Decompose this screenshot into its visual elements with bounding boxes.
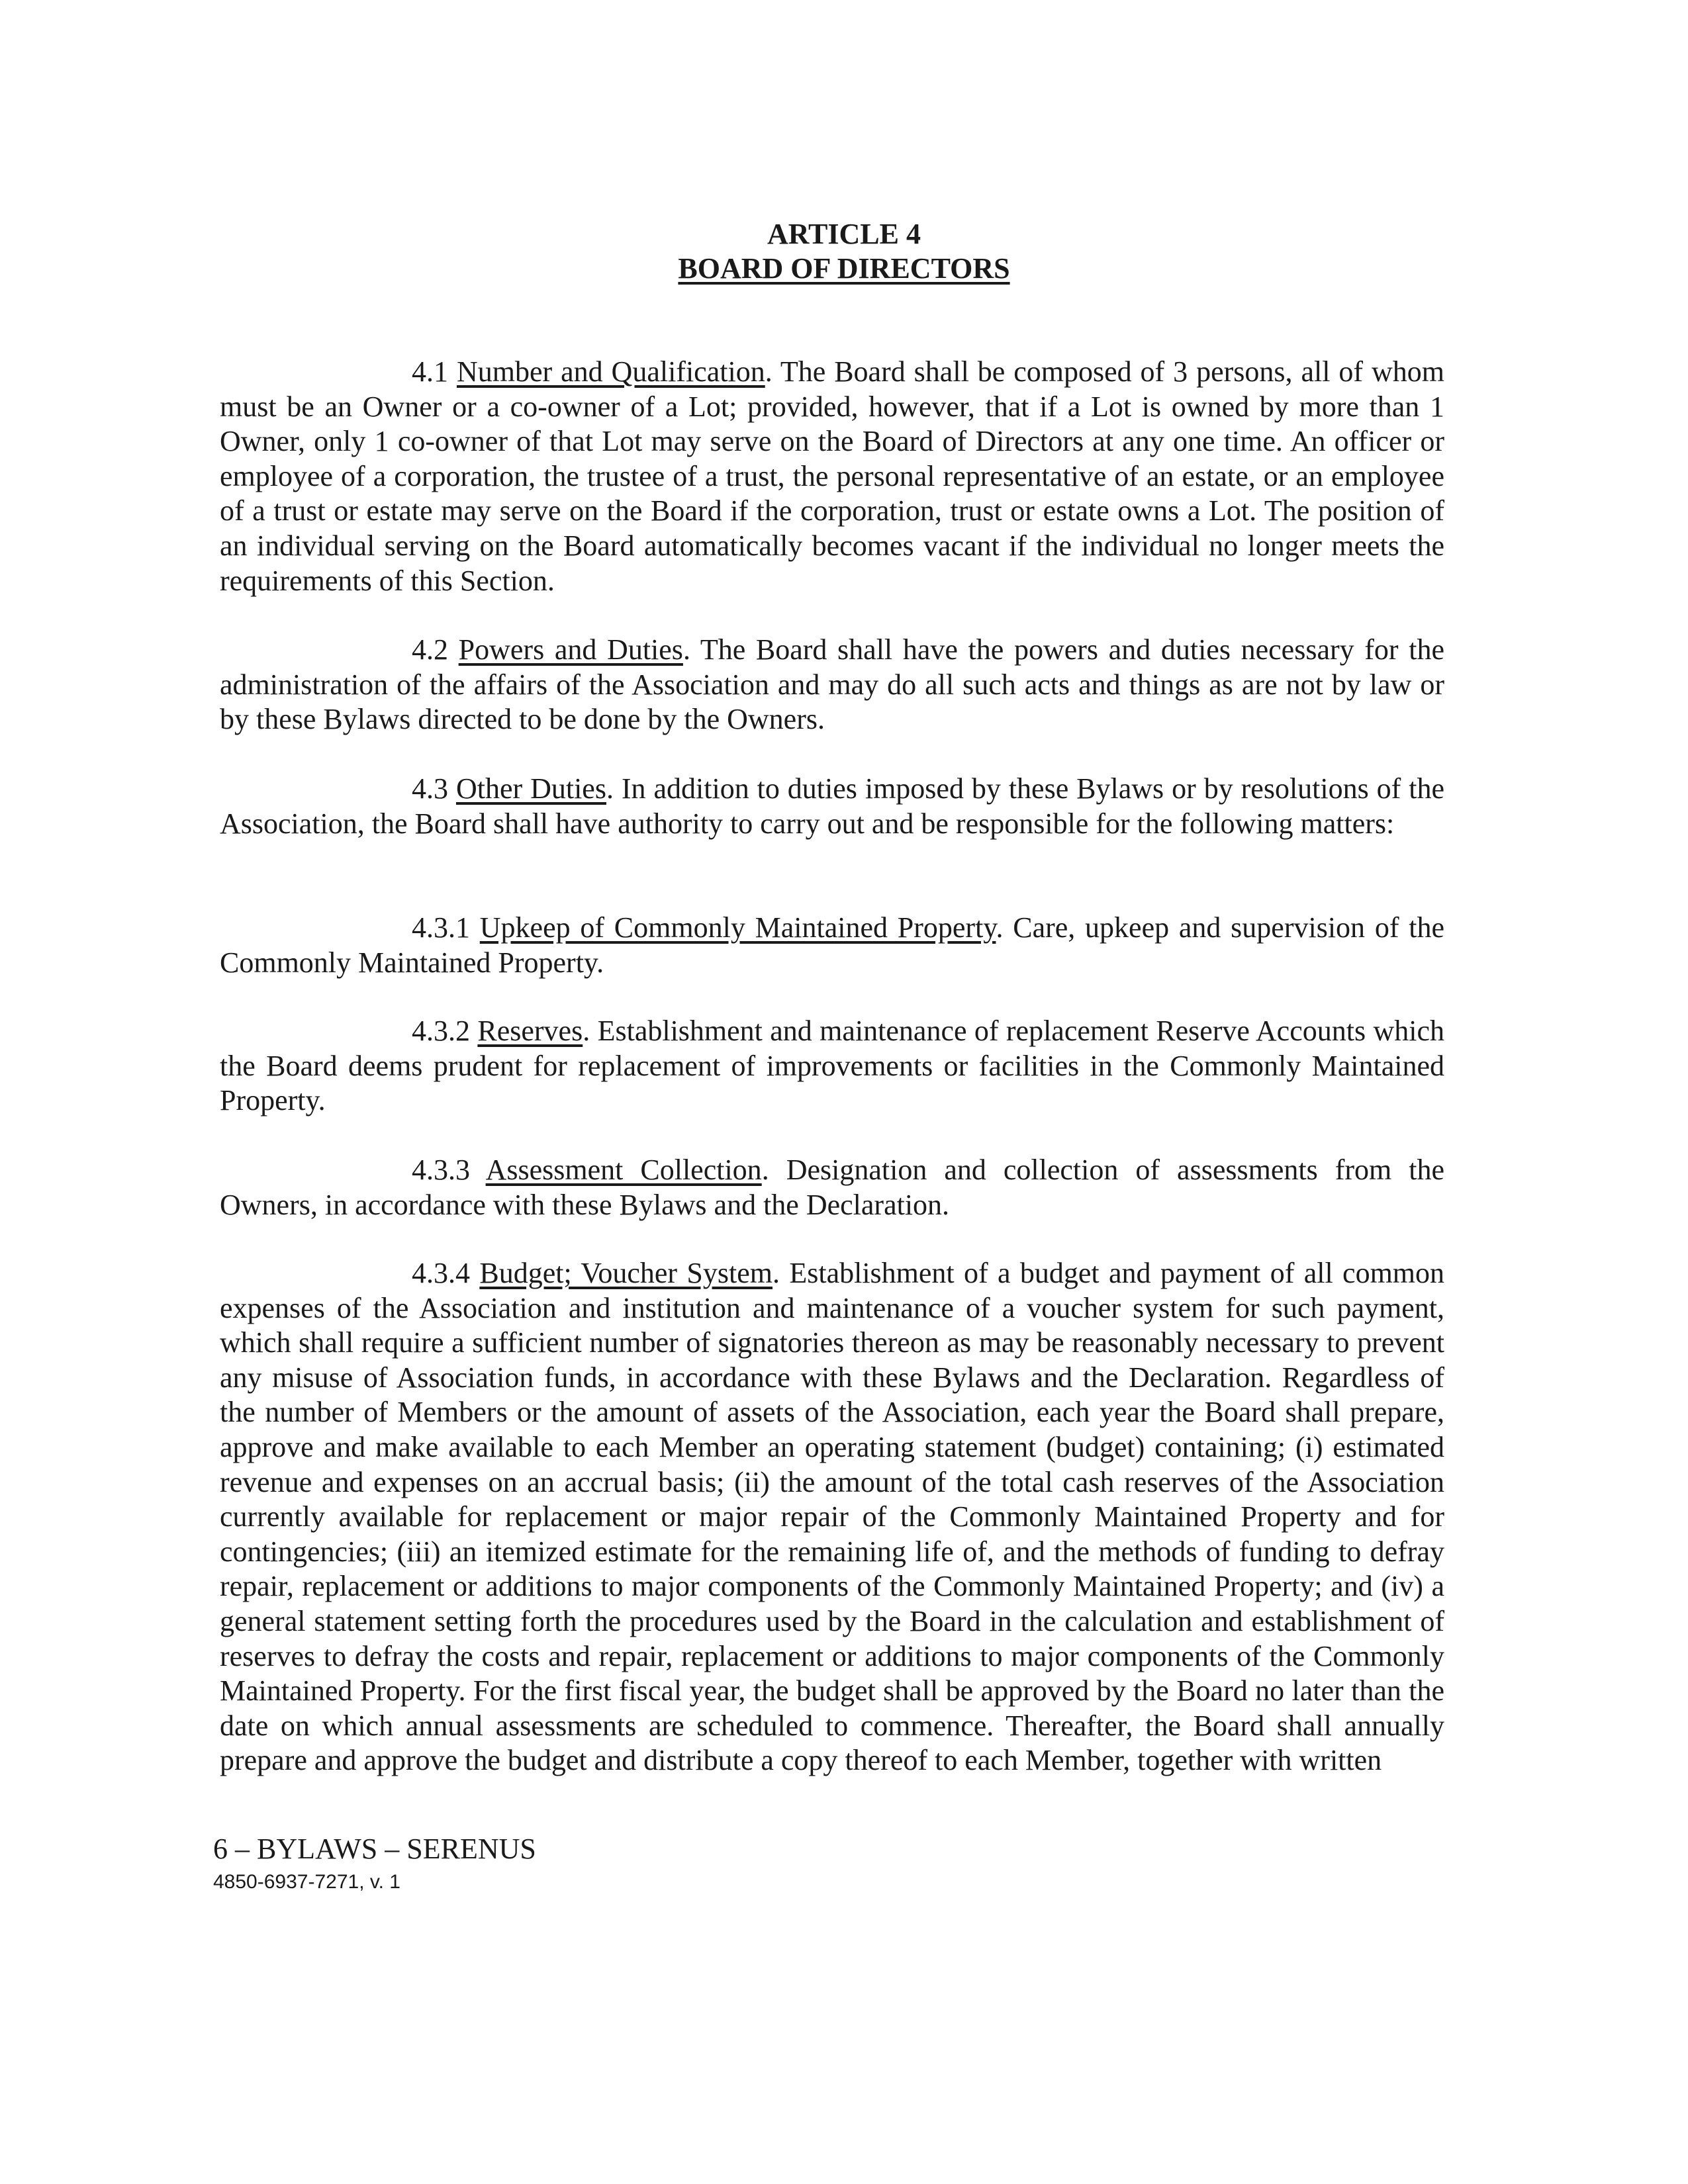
section-title: Powers and Duties [458,633,683,666]
section-text: The Board shall be composed of 3 persons, all of whom must be an Owner or a co-owner of a Lot; provided, however, that if a Lot is owned by more than 1 Owner, only 1 co-owner of that Lot may serve on the Board of Directors at any one time. An officer or employee of a corporation, the trustee of a trust, the personal representative of an estate, or an employee of a trust or estate may serve on the Board if the corporation, trust or estate owns a Lot. The position of an individual serving on the Board automatically becomes vacant if the individual no longer meets the requirements of this Section. [220,355,1444,597]
article-title [0,251,1688,286]
document-id: 4850-6937-7271, v. 1 [213,1871,400,1893]
section-number: 4.3 [412,772,448,805]
section-title: Assessment Collection [485,1154,762,1186]
section-4-2 [220,633,1444,772]
section-paragraph: 4.3.4 Budget; Voucher System. Establishment of a budget and payment of all common expenses of the Association and institution and maintenance of a voucher system for such payment, which shall require a sufficient number of signatories thereon as may be reasonably necessary to prevent any misuse of Association funds, in accordance with these Bylaws and the Declaration. Regardless of the number of Members or the amount of assets of the Association, each year the Board shall prepare, approve and make available to each Member an operating statement (budget) containing; (i) estimated revenue and expenses on an accrual basis; (ii) the amount of the total cash reserves of the Association currently available for replacement or major repair of the Commonly Maintained Property and for contingencies; (iii) an itemized estimate for the remaining life of, and the methods of funding to defray repair, replacement or additions to major components of the Commonly Maintained Property; and (iv) a general statement setting forth the procedures used by the Board in the calculation and establishment of reserves to defray the costs and repair, replacement or additions to major components of the Commonly Maintained Property. For the first fiscal year, the budget shall be approved by the Board no later than the date on which annual assessments are scheduled to commence. Thereafter, the Board shall annually prepare and approve the budget and distribute a copy thereof to each Member, together with written [220,1257,1445,1777]
section-title: Upkeep of Commonly Maintained Property [479,911,996,944]
section-title: Number and Qualification [456,355,765,388]
page-footer: 6 – BYLAWS – SERENUS [213,1833,536,1865]
section-paragraph: 4.3.3 Assessment Collection. Designation and collection of assessments from the Owners, in accordance with these Bylaws and the Declaration. [220,1154,1444,1221]
section-4-1 [220,355,1444,633]
section-number: 4.3.2 [412,1015,470,1047]
section-paragraph: 4.2 Powers and Duties. The Board shall have the powers and duties necessary for the administration of the affairs of the Association and may do all such acts and things as are not by law or by these Bylaws directed to be done by the Owners. [220,633,1444,736]
section-4-3-3 [220,1153,1444,1257]
section-paragraph: 4.3.1 Upkeep of Commonly Maintained Property. Care, upkeep and supervision of the Commonly Maintained Property. [220,911,1445,979]
section-4-3-4 [220,1256,1444,1813]
section-number: 4.3.3 [412,1154,470,1186]
section-number: 4.3.1 [412,911,470,944]
section-paragraph: 4.3 Other Duties. In addition to duties imposed by these Bylaws or by resolutions of the Association, the Board shall have authority to carry out and be responsible for the following matters: [220,772,1445,840]
article-heading: ARTICLE 4 [767,218,921,250]
section-text: Designation and collection of assessments from the Owners, in accordance with these Bylaws and the Declaration. [220,1154,1444,1221]
section-4-3-1 [220,911,1444,1015]
section-number: 4.2 [412,633,448,666]
section-number: 4.3.4 [412,1257,470,1289]
section-text: Establishment and maintenance of replacement Reserve Accounts which the Board deems prudent for replacement of improvements or facilities in the Commonly Maintained Property. [220,1015,1444,1117]
article-title-text: BOARD OF DIRECTORS [678,252,1010,285]
section-paragraph: 4.1 Number and Qualification. The Board shall be composed of 3 persons, all of whom must be an Owner or a co-owner of a Lot; provided, however, that if a Lot is owned by more than 1 Owner, only 1 co-owner of that Lot may serve on the Board of Directors at any one time. An officer or employee of a corporation, the trustee of a trust, the personal representative of an estate, or an employee of a trust or estate may serve on the Board if the corporation, trust or estate owns a Lot. The position of an individual serving on the Board automatically becomes vacant if the individual no longer meets the requirements of this Section. [220,355,1444,597]
section-text: The Board shall have the powers and duties necessary for the administration of the affairs of the Association and may do all such acts and things as are not by law or by these Bylaws directed to be done by the Owners. [220,633,1444,736]
section-number: 4.1 [412,355,448,388]
section-text: Care, upkeep and supervision of the Commonly Maintained Property. [220,911,1445,979]
section-title: Other Duties [455,772,606,805]
section-title: Reserves [477,1015,583,1047]
section-text: Establishment of a budget and payment of all common expenses of the Association and institution and maintenance of a voucher system for such payment, which shall require a sufficient number of signatories thereon as may be reasonably necessary to prevent any misuse of Association funds, in accordance with these Bylaws and the Declaration. Regardless of the number of Members or the amount of assets of the Association, each year the Board shall prepare, approve and make available to each Member an operating statement (budget) containing; (i) estimated revenue and expenses on an accrual basis; (ii) the amount of the total cash reserves of the Association currently available for replacement or major repair of the Commonly Maintained Property and for contingencies; (iii) an itemized estimate for the remaining life of, and the methods of funding to defray repair, replacement or additions to major components of the Commonly Maintained Property; and (iv) a general statement setting forth the procedures used by the Board in the calculation and establishment of reserves to defray the costs and repair, replacement or additions to major components of the Commonly Maintained Property. For the first fiscal year, the budget shall be approved by the Board no later than the date on which annual assessments are scheduled to commence. Thereafter, the Board shall annually prepare and approve the budget and distribute a copy thereof to each Member, together with written [220,1257,1445,1777]
section-4-3-2 [220,1014,1444,1153]
section-paragraph: 4.3.2 Reserves. Establishment and maintenance of replacement Reserve Accounts which the Board deems prudent for replacement of improvements or facilities in the Commonly Maintained Property. [220,1015,1444,1117]
section-text: In addition to duties imposed by these Bylaws or by resolutions of the Association, the Board shall have authority to carry out and be responsible for the following matters: [220,772,1445,840]
section-title: Budget; Voucher System [479,1257,773,1289]
section-4-3 [220,772,1444,876]
